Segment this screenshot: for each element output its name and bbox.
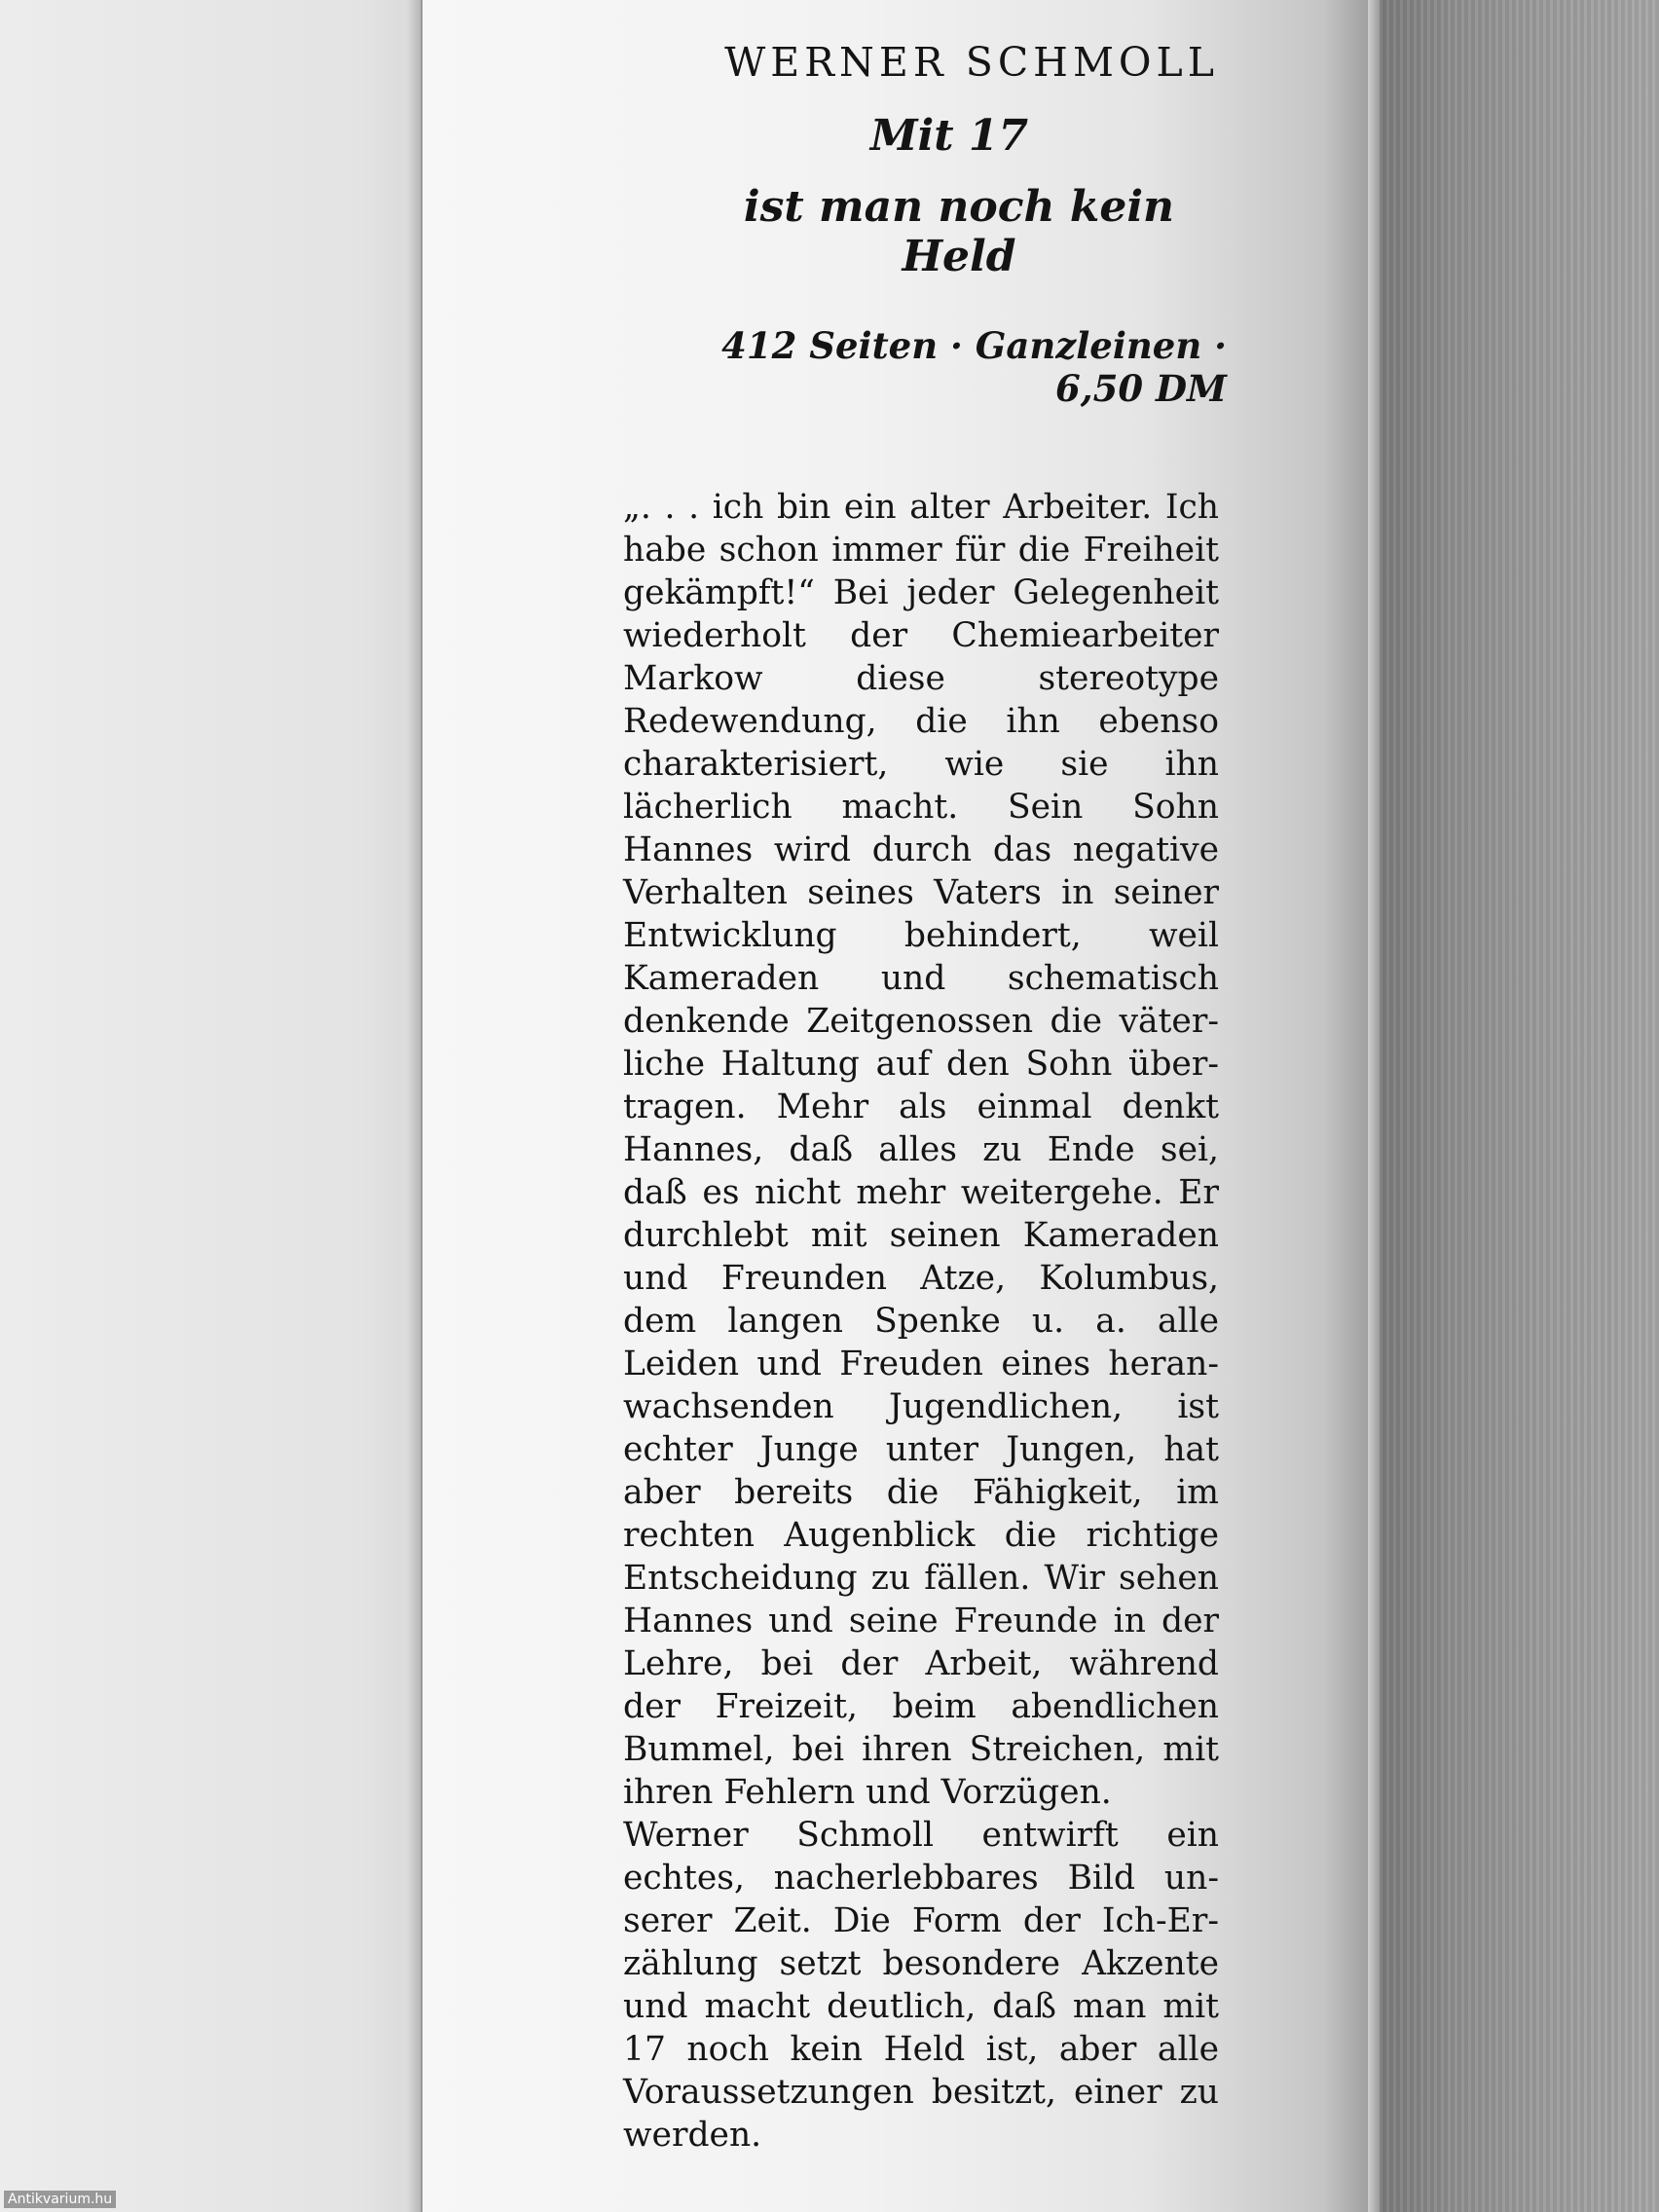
blurb (623, 486, 1219, 2157)
flap-text (623, 39, 1227, 2157)
author-name: WERNER SCHMOLL (724, 39, 1219, 86)
watermark: Antikvarium.hu (4, 2191, 116, 2208)
wood-surface (1380, 0, 1659, 2212)
title-line-2: ist man noch kein Held (743, 182, 1175, 281)
blurb-paragraph-1: „. . . ich bin ein alter Arbeiter. Ich habe schon immer für die Freiheit gekämpft!“ Bei jeder Gelegenheit wiederholt der Chemiearbeiter Markow diese stereotype Redewendung, die ihn ebenso charakterisiert, wie sie ihn lächerlich macht. Sein Sohn Hannes wird durch das negative Verhalten seines Vaters in seiner Entwicklung behindert, weil Kameraden und schematisch denkende Zeitgenossen die väterliche Haltung auf den Sohn übertragen. Mehr als einmal denkt Hannes, daß alles zu Ende sei, daß es nicht mehr weitergehe. Er durchlebt mit seinen Kameraden und Freunden Atze, Kolumbus, dem langen Spenke u. a. alle Leiden und Freuden eines heranwachsenden Jugendlichen, ist echter Junge unter Jungen, hat aber bereits die Fähigkeit, im rechten Augenblick die richtige Entscheidung zu fällen. Wir sehen Hannes und seine Freunde in der Lehre, bei der Arbeit, während der Freizeit, beim abendlichen Bummel, bei ihren Streichen, mit ihren Fehlern und Vorzügen. (623, 488, 1219, 1812)
left-page (0, 0, 428, 2212)
blurb-paragraph-2: Werner Schmoll entwirft ein echtes, nacherlebbares Bild unserer Zeit. Die Form der Ich-Erzählung setzt besondere Akzente und macht deutlich, daß man mit 17 noch kein Held ist, aber alle Voraussetzungen besitzt, einer zu werden. (623, 1816, 1219, 2155)
title-line-1: Mit 17 (869, 111, 1029, 161)
book-details: 412 Seiten · Ganzleinen · 6,50 DM (721, 324, 1227, 410)
